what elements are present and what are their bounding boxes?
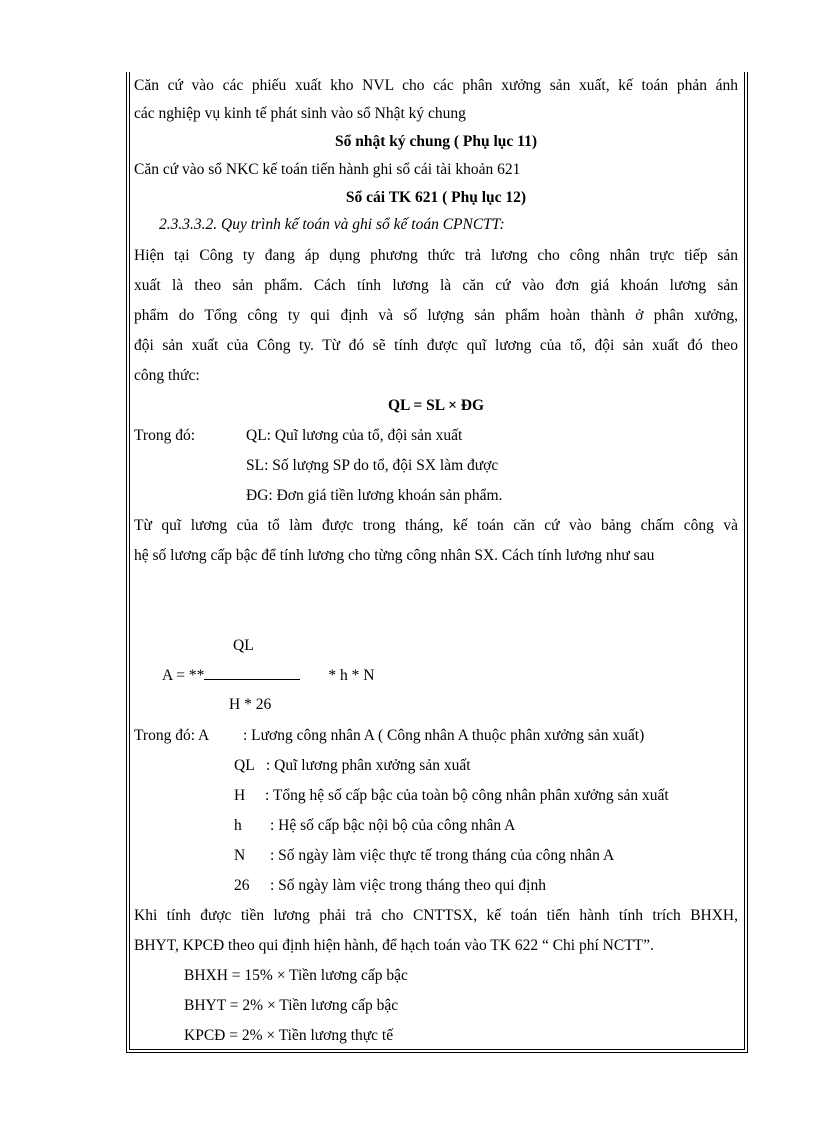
heading-so-cai: Sổ cái TK 621 ( Phụ lục 12) bbox=[345, 189, 527, 206]
fraction-numerator: QL bbox=[233, 637, 254, 654]
definition-line: : Hệ số cấp bậc nội bộ của công nhân A bbox=[270, 817, 516, 834]
definition-line: : Lương công nhân A ( Công nhân A thuộc phân xưởng sản xuất) bbox=[243, 727, 645, 744]
paragraph-line: xuất là theo sản phẩm. Cách tính lương là căn cứ vào đơn giá khoán lương sản bbox=[134, 277, 738, 294]
paragraph-line: BHYT, KPCĐ theo qui định hiện hành, để hạch toán vào TK 622 “ Chi phí NCTT”. bbox=[134, 937, 654, 954]
paragraph-line: hệ số lương cấp bậc để tính lương cho từng công nhân SX. Cách tính lương như sau bbox=[134, 547, 655, 564]
paragraph-line: Căn cứ vào các phiếu xuất kho NVL cho các phân xưởng sản xuất, kế toán phản ánh bbox=[134, 77, 738, 94]
paragraph-line: Căn cứ vào sổ NKC kế toán tiến hành ghi sổ cái tài khoản 621 bbox=[134, 161, 521, 178]
definition-line: SL: Số lượng SP do tổ, đội SX làm được bbox=[246, 457, 499, 474]
formula-kpcd: KPCĐ = 2% × Tiền lương thực tế bbox=[184, 1027, 394, 1044]
definition-key: QL bbox=[234, 757, 255, 774]
paragraph-line: đội sản xuất của Công ty. Từ đó sẽ tính được quĩ lương của tổ, đội sản xuất đó theo bbox=[134, 337, 738, 354]
section-heading: 2.3.3.3.2. Quy trình kế toán và ghi sổ kế toán CPNCTT: bbox=[159, 216, 505, 233]
paragraph-line: phẩm do Tổng công ty qui định và số lượng sản phẩm hoàn thành ở phân xưởng, bbox=[134, 307, 738, 324]
paragraph-line: Từ quĩ lương của tổ làm được trong tháng, kế toán căn cứ vào bảng chấm công và bbox=[134, 517, 738, 534]
definition-key: H bbox=[234, 787, 246, 804]
where-label: Trong đó: A bbox=[134, 727, 210, 744]
definition-key: 26 bbox=[234, 877, 250, 894]
heading-nhat-ky-chung: Sổ nhật ký chung ( Phụ lục 11) bbox=[335, 133, 537, 150]
formula-lhs: A = ** bbox=[162, 667, 205, 684]
definition-line: QL: Quĩ lương của tổ, đội sản xuất bbox=[246, 427, 463, 444]
paragraph-line: Hiện tại Công ty đang áp dụng phương thức trả lương cho công nhân trực tiếp sản bbox=[134, 247, 738, 264]
definition-line: : Số ngày làm việc thực tế trong tháng của công nhân A bbox=[270, 847, 615, 864]
definition-line: : Tổng hệ số cấp bậc của toàn bộ công nhân phân xưởng sản xuất bbox=[265, 787, 669, 804]
fraction-formula bbox=[162, 666, 374, 686]
definition-key: N bbox=[234, 847, 246, 864]
definition-line: ĐG: Đơn giá tiền lương khoán sản phẩm. bbox=[246, 487, 503, 504]
paragraph-line: công thức: bbox=[134, 367, 200, 384]
formula-rhs: * h * N bbox=[328, 667, 375, 684]
formula-ql: QL = SL × ĐG bbox=[387, 397, 485, 414]
fraction-denominator: H * 26 bbox=[229, 696, 272, 713]
definition-key: h bbox=[234, 817, 242, 834]
paragraph-line: Khi tính được tiền lương phải trả cho CNTTSX, kế toán tiến hành tính trích BHXH, bbox=[134, 907, 738, 924]
fraction-bar bbox=[204, 670, 300, 680]
formula-bhxh: BHXH = 15% × Tiền lương cấp bậc bbox=[184, 967, 408, 984]
definition-line: : Quĩ lương phân xưởng sản xuất bbox=[266, 757, 471, 774]
paragraph-line: các nghiệp vụ kinh tế phát sinh vào sổ Nhật ký chung bbox=[134, 105, 466, 122]
where-label: Trong đó: bbox=[134, 427, 196, 444]
definition-line: : Số ngày làm việc trong tháng theo qui định bbox=[270, 877, 546, 894]
formula-bhyt: BHYT = 2% × Tiền lương cấp bậc bbox=[184, 997, 399, 1014]
